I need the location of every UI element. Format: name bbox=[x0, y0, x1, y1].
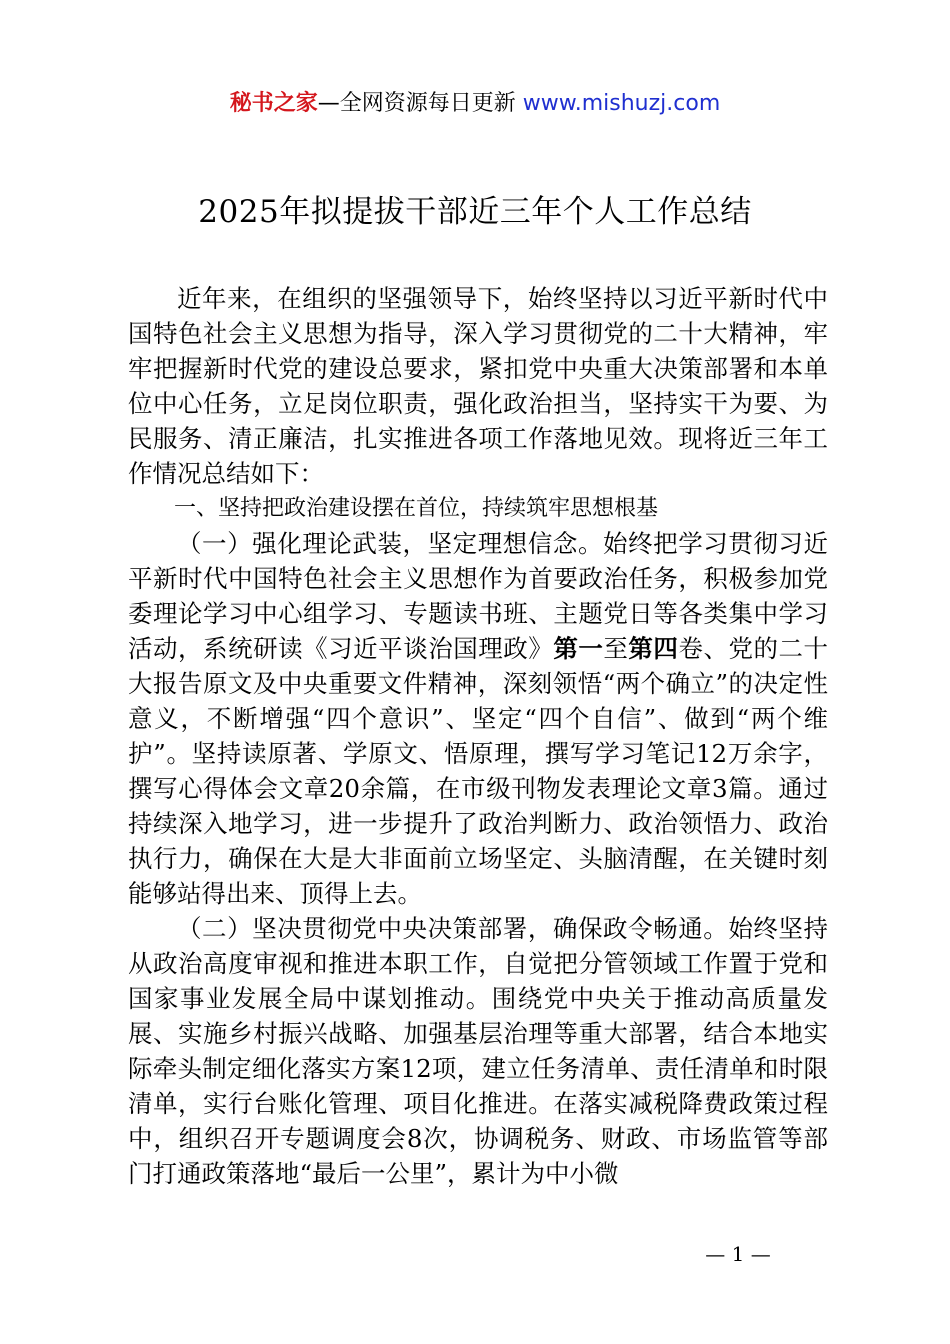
site-header bbox=[0, 88, 950, 120]
brand-name: 秘书之家 bbox=[229, 91, 318, 116]
header-tagline: —全网资源每日更新 bbox=[317, 91, 523, 116]
subsection-1-connector: 至 bbox=[603, 634, 629, 663]
intro-paragraph: 近年来，在组织的坚强领导下，始终坚持以习近平新时代中国特色社会主义思想为指导，深入学习贯彻党的二十大精神，牢牢把握新时代党的建设总要求，紧扣党中央重大决策部署和本单位中心任务，立足岗位职责，强化政治担当，坚持实干为要、为民服务、清正廉洁，扎实推进各项工作落地见效。现将近三年工作情况总结如下： bbox=[128, 284, 828, 488]
subsection-2-paragraph: （二）坚决贯彻党中央决策部署，确保政令畅通。始终坚持从政治高度审视和推进本职工作，自觉把分管领域工作置于党和国家事业发展全局中谋划推动。围绕党中央关于推动高质量发展、实施乡村振兴战略、加强基层治理等重大部署，结合本地实际牵头制定细化落实方案12项，建立任务清单、责任清单和时限清单，实行台账化管理、项目化推进。在落实减税降费政策过程中，组织召开专题调度会8次，协调税务、财政、市场监管等部门打通政策落地“最后一公里”，累计为中小微 bbox=[128, 914, 828, 1188]
bold-volume-start: 第一 bbox=[553, 634, 604, 663]
bold-volume-end: 第四 bbox=[628, 634, 679, 663]
subsection-1-text-b: 卷、党的二十大报告原文及中央重要文件精神，深刻领悟“两个确立”的决定性意义，不断增强“四个意识”、坚定“四个自信”、做到“两个维护”。坚持读原著、学原文、悟原理，撰写学习笔记12万余字，撰写心得体会文章20余篇，在市级刊物发表理论文章3篇。通过持续深入地学习，进一步提升了政治判断力、政治领悟力、政治执行力，确保在大是大非面前立场坚定、头脑清醒，在关键时刻能够站得出来、顶得上去。 bbox=[128, 634, 829, 908]
page-number: — 1 — bbox=[705, 1242, 771, 1266]
subsection-1-paragraph bbox=[128, 526, 828, 911]
section-heading: 一、坚持把政治建设摆在首位，持续筑牢思想根基 bbox=[174, 496, 659, 521]
site-url-link[interactable]: www.mishuzj.com bbox=[522, 91, 721, 116]
subsection-1-text-a: （一）强化理论武装，坚定理想信念。始终把学习贯彻习近平新时代中国特色社会主义思想作为首要政治任务，积极参加党委理论学习中心组学习、专题读书班、主题党日等各类集中学习活动，系统研读《习近平谈治国理政》 bbox=[128, 529, 828, 663]
document-title: 2025年拟提拔干部近三年个人工作总结 bbox=[198, 194, 752, 230]
document-body bbox=[128, 281, 828, 1191]
